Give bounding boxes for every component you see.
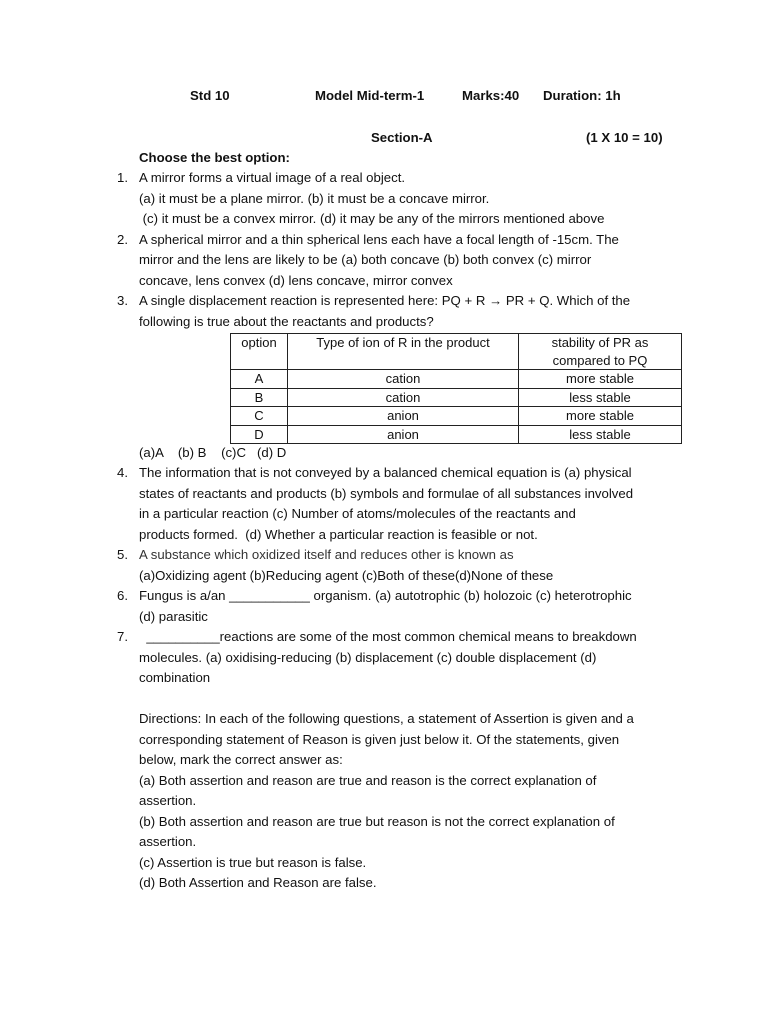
question-line: (a)Oxidizing agent (b)Reducing agent (c)Both of these(d)None of these	[139, 568, 554, 583]
question-line: mirror and the lens are likely to be (a) both concave (b) both convex (c) mirror	[139, 252, 592, 267]
question-line: A single displacement reaction is represented here: PQ + R → PR + Q. Which of the	[139, 293, 631, 308]
section-instruction: Choose the best option:	[139, 150, 290, 165]
table-row	[231, 407, 682, 426]
question-line: combination	[139, 670, 211, 685]
table-cell: B	[231, 388, 288, 407]
table-row	[231, 388, 682, 407]
section-title: Section-A	[371, 130, 433, 145]
table-cell: cation	[288, 388, 519, 407]
question-line: A mirror forms a virtual image of a real object.	[139, 170, 406, 185]
question-line: in a particular reaction (c) Number of atoms/molecules of the reactants and	[139, 506, 576, 521]
std-label: Std 10	[190, 88, 230, 103]
question-number: 4.	[117, 465, 128, 480]
table-header-cell: stability of PR as compared to PQ	[519, 334, 682, 370]
question-number: 5.	[117, 547, 128, 562]
duration-label: Duration: 1h	[543, 88, 621, 103]
table-cell: less stable	[519, 388, 682, 407]
table-cell: more stable	[519, 370, 682, 389]
question-line: molecules. (a) oxidising-reducing (b) displacement (c) double displacement (d)	[139, 650, 597, 665]
question-number: 1.	[117, 170, 128, 185]
question-number: 2.	[117, 232, 128, 247]
exam-title: Model Mid-term-1	[315, 88, 425, 103]
table-cell: more stable	[519, 407, 682, 426]
table-cell: anion	[288, 407, 519, 426]
table-header-cell: Type of ion of R in the product	[288, 334, 519, 370]
question-line: A spherical mirror and a thin spherical lens each have a focal length of -15cm. The	[139, 232, 619, 247]
question-line: The information that is not conveyed by a balanced chemical equation is (a) physical	[139, 465, 632, 480]
question-line: concave, lens convex (d) lens concave, mirror convex	[139, 273, 453, 288]
question-line: (c) it must be a convex mirror. (d) it may be any of the mirrors mentioned above	[139, 211, 605, 226]
table-cell: C	[231, 407, 288, 426]
directions-line: (a) Both assertion and reason are true and reason is the correct explanation of	[139, 773, 597, 788]
directions-line: (c) Assertion is true but reason is false.	[139, 855, 367, 870]
question-line: A substance which oxidized itself and reduces other is known as	[139, 547, 514, 562]
table-row	[231, 370, 682, 389]
question-line: states of reactants and products (b) symbols and formulae of all substances involved	[139, 486, 634, 501]
question-line: __________reactions are some of the most common chemical means to breakdown	[139, 629, 637, 644]
table-cell: less stable	[519, 425, 682, 444]
question-line: (d) parasitic	[139, 609, 208, 624]
table-row	[231, 425, 682, 444]
options-table	[230, 333, 682, 444]
section-marking: (1 X 10 = 10)	[586, 130, 663, 145]
table-cell: anion	[288, 425, 519, 444]
directions-line: Directions: In each of the following questions, a statement of Assertion is given and a	[139, 711, 634, 726]
question-line: following is true about the reactants and products?	[139, 314, 434, 329]
directions-line: below, mark the correct answer as:	[139, 752, 343, 767]
question-choices: (a)A (b) B (c)C (d) D	[139, 445, 287, 460]
directions-line: assertion.	[139, 834, 197, 849]
table-cell: cation	[288, 370, 519, 389]
directions-line: assertion.	[139, 793, 197, 808]
question-number: 6.	[117, 588, 128, 603]
directions-line: (d) Both Assertion and Reason are false.	[139, 875, 377, 890]
directions-line: (b) Both assertion and reason are true but reason is not the correct explanation of	[139, 814, 615, 829]
question-number: 3.	[117, 293, 128, 308]
marks-label: Marks:40	[462, 88, 520, 103]
directions-line: corresponding statement of Reason is given just below it. Of the statements, given	[139, 732, 620, 747]
table-cell: D	[231, 425, 288, 444]
question-line: Fungus is a/an ___________ organism. (a) autotrophic (b) holozoic (c) heterotrophic	[139, 588, 632, 603]
table-header-row	[231, 334, 682, 370]
question-line: products formed. (d) Whether a particular reaction is feasible or not.	[139, 527, 538, 542]
question-line: (a) it must be a plane mirror. (b) it must be a concave mirror.	[139, 191, 490, 206]
question-number: 7.	[117, 629, 128, 644]
table-header-cell: option	[231, 334, 288, 370]
table-cell: A	[231, 370, 288, 389]
